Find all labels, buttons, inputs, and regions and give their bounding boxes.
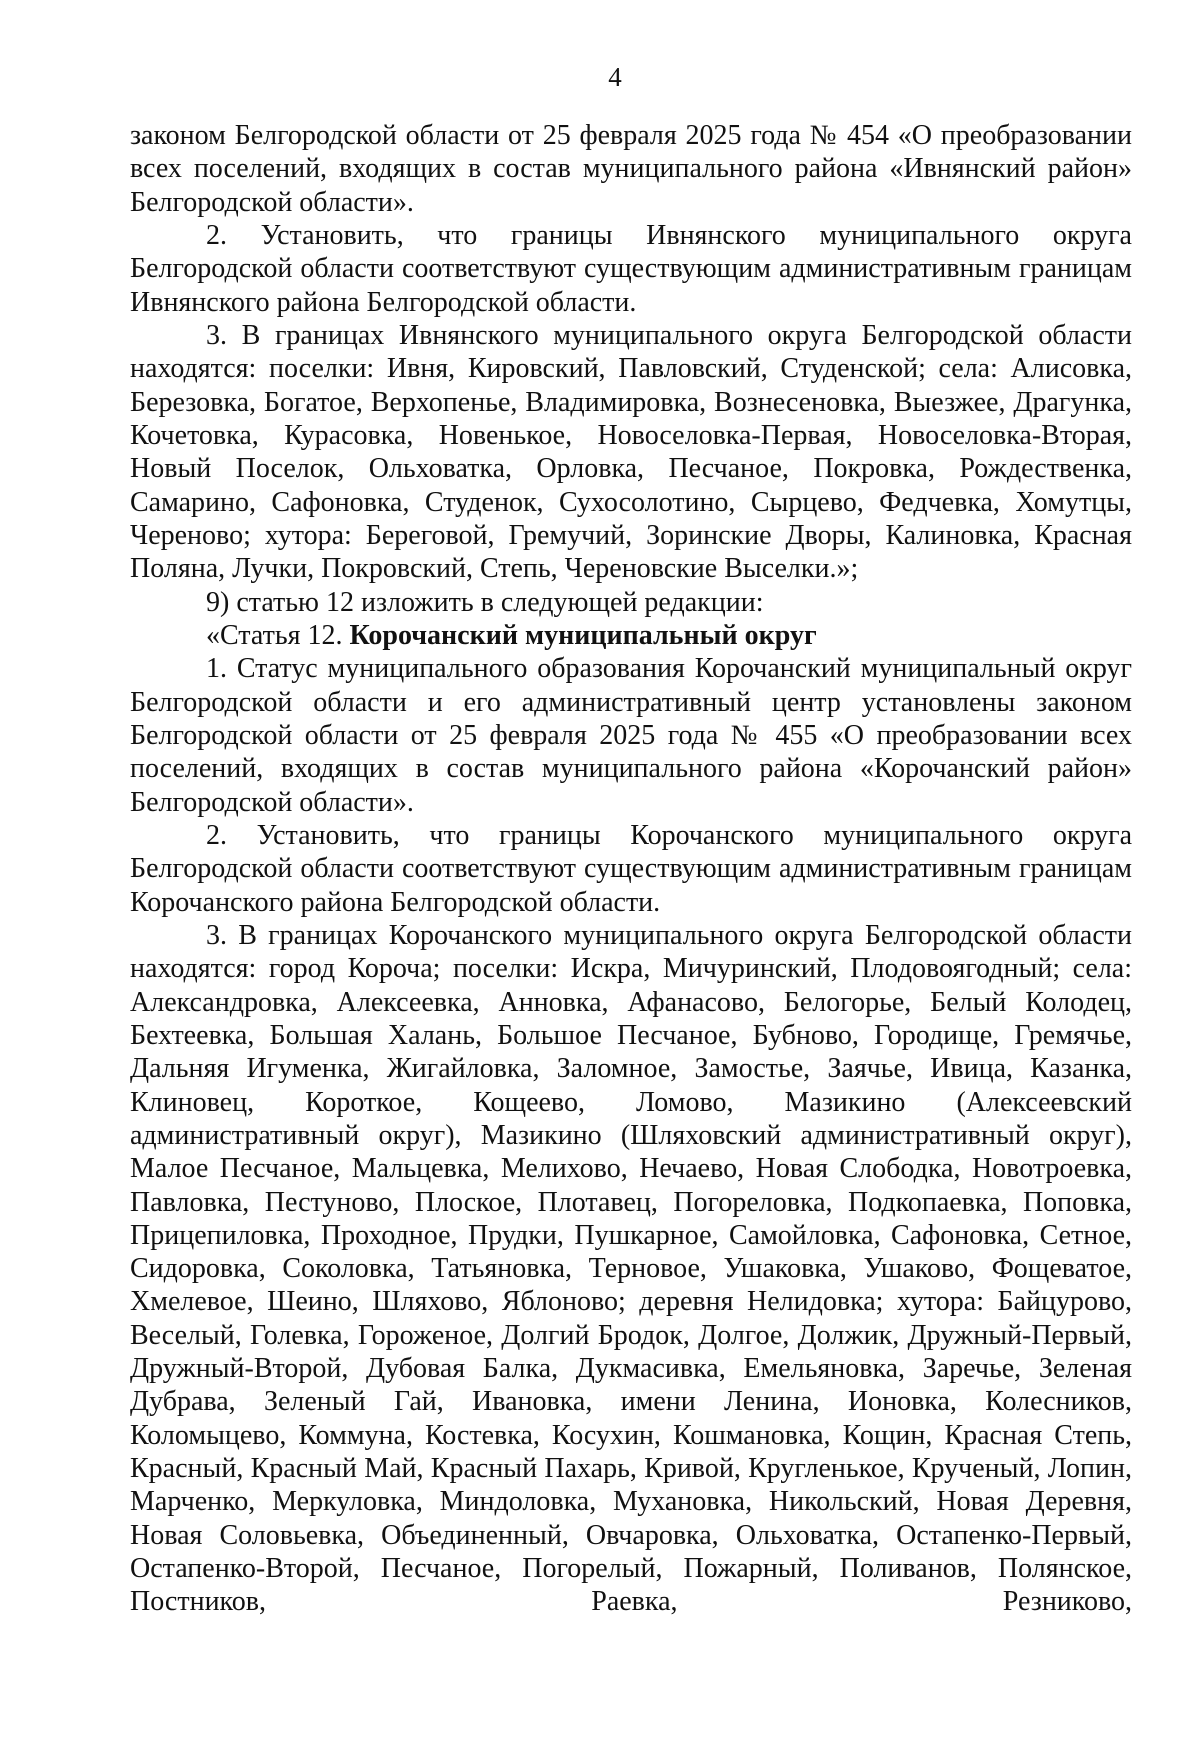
document-body: [130, 119, 1132, 1619]
paragraph-item-9: 9) статью 12 изложить в следующей редакции:: [206, 586, 764, 618]
paragraph-law-reference-ivnya: законом Белгородской области от 25 февраля 2025 года № 454 «О преобразовании всех поселений, входящих в состав муниципального района «Ивнянский район» Белгородской области».: [130, 120, 1132, 218]
paragraph-ivnya-boundaries: 2. Установить, что границы Ивнянского муниципального округа Белгородской области соответствуют существующим административным границам Ивнянского района Белгородской области.: [130, 219, 1132, 318]
page-number: 4: [608, 62, 622, 92]
article-12-prefix: «Статья 12.: [206, 619, 350, 651]
paragraph-korocha-boundaries: 2. Установить, что границы Корочанского муниципального округа Белгородской области соответствуют существующим административным границам Корочанского района Белгородской области.: [130, 819, 1132, 918]
article-12-title: Корочанский муниципальный округ: [349, 619, 817, 651]
paragraph-korocha-settlements: 3. В границах Корочанского муниципального округа Белгородской области находятся: город Короча; поселки: Искра, Мичуринский, Плодовоягодный; села: Александровка, Алексеевка, Анновка, Афанасово, Белогорье, Белый Колодец, Бехтеевка, Большая Халань, Большое Песчаное, Бубново, Городище, Гремячье, Дальняя Игуменка, Жигайловка, Заломное, Замостье, Заячье, Ивица, Казанка, Клиновец, Короткое, Кощеево, Ломово, Мазикино (Алексеевский административный округ), Мазикино (Шляховский административный округ), Малое Песчаное, Мальцевка, Мелихово, Нечаево, Новая Слободка, Новотроевка, Павловка, Пестуново, Плоское, Плотавец, Погореловка, Подкопаевка, Поповка, Прицепиловка, Проходное, Прудки, Пушкарное, Самойловка, Сафоновка, Сетное, Сидоровка, Соколовка, Татьяновка, Терновое, Ушаковка, Ушаково, Фощеватое, Хмелевое, Шеино, Шляхово, Яблоново; деревня Нелидовка; хутора: Байцурово, Веселый, Голевка, Гороженое, Долгий Бродок, Долгое, Должик, Дружный-Первый, Дружный-Второй, Дубовая Балка, Дукмасивка, Емельяновка, Заречье, Зеленая Дубрава, Зеленый Гай, Ивановка, имени Ленина, Ионовка, Колесников, Коломыцево, Коммуна, Костевка, Косухин, Кошмановка, Кощин, Красная Степь, Красный, Красный Май, Красный Пахарь, Кривой, Кругленькое, Крученый, Лопин, Марченко, Меркуловка, Миндоловка, Мухановка, Никольский, Новая Деревня, Новая Соловьевка, Объединенный, Овчаровка, Ольховатка, Остапенко-Первый, Остапенко-Второй, Песчаное, Погорелый, Пожарный, Поливанов, Полянское, Постников, Раевка, Резниково,: [130, 919, 1132, 1618]
paragraph-ivnya-settlements: 3. В границах Ивнянского муниципального округа Белгородской области находятся: поселки: Ивня, Кировский, Павловский, Студенской; села: Алисовка, Березовка, Богатое, Верхопенье, Владимировка, Вознесеновка, Выезжее, Драгунка, Кочетовка, Курасовка, Новенькое, Новоселовка-Первая, Новоселовка-Вторая, Новый Поселок, Ольховатка, Орловка, Песчаное, Покровка, Рождественка, Самарино, Сафоновка, Студенок, Сухосолотино, Сырцево, Федчевка, Хомутцы, Череново; хутора: Береговой, Гремучий, Зоринские Дворы, Калиновка, Красная Поляна, Лучки, Покровский, Степь, Череновские Выселки.»;: [130, 319, 1132, 585]
paragraph-korocha-status: 1. Статус муниципального образования Корочанский муниципальный округ Белгородской области и его административный центр установлены законом Белгородской области от 25 февраля 2025 года № 455 «О преобразовании всех поселений, входящих в состав муниципального района «Корочанский район» Белгородской области».: [130, 653, 1132, 818]
article-12-heading: [130, 619, 1132, 652]
